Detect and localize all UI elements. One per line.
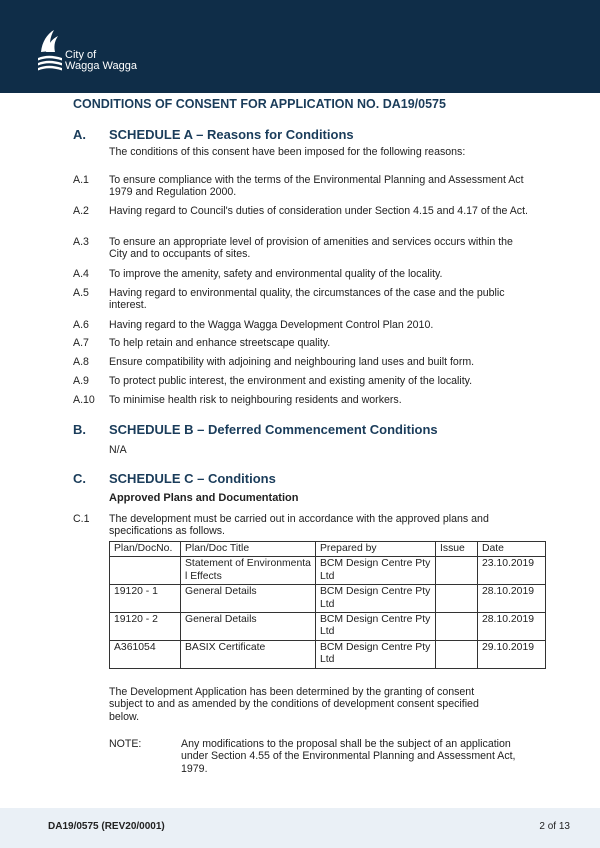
- table-cell: A361054: [110, 640, 181, 668]
- table-cell: 29.10.2019: [478, 640, 546, 668]
- reason-text: To help retain and enhance streetscape quality.: [109, 337, 331, 349]
- schedule-c-heading: [73, 471, 276, 486]
- reason-number: A.7: [73, 337, 89, 349]
- schedule-a-heading: [73, 127, 354, 142]
- schedule-b-heading: [73, 422, 438, 437]
- section-title: SCHEDULE B – Deferred Commencement Conditions: [109, 422, 438, 437]
- schedule-a-intro: The conditions of this consent have been imposed for the following reasons:: [109, 146, 466, 158]
- reason-text: Having regard to the Wagga Wagga Development Control Plan 2010.: [109, 319, 434, 331]
- table-cell: BCM Design Centre Pty Ltd: [316, 613, 436, 641]
- table-row: [110, 557, 546, 585]
- city-logo-icon: [36, 28, 64, 74]
- reason-number: A.5: [73, 287, 89, 299]
- reason-text: To minimise health risk to neighbouring residents and workers.: [109, 394, 402, 406]
- reason-number: A.8: [73, 356, 89, 368]
- reason-text: To ensure compliance with the terms of the Environmental Planning and Assessment Act 1979 and Regulation 2000.: [109, 174, 524, 199]
- table-cell: [436, 613, 478, 641]
- reason-number: A.3: [73, 236, 89, 248]
- header-plan-docno: Plan/DocNo.: [110, 542, 181, 557]
- table-cell: 19120 - 1: [110, 585, 181, 613]
- reason-number: A.2: [73, 205, 89, 217]
- table-cell: Statement of Environmental Effects: [181, 557, 316, 585]
- determination-text: The Development Application has been determined by the granting of consent subject to and as amended by the conditions of development consent specified below.: [109, 686, 479, 723]
- header-prepared-by: Prepared by: [316, 542, 436, 557]
- table-cell: 28.10.2019: [478, 613, 546, 641]
- condition-text: The development must be carried out in accordance with the approved plans and specifications as follows.: [109, 513, 489, 538]
- table-cell: BCM Design Centre Pty Ltd: [316, 640, 436, 668]
- reason-text: To ensure an appropriate level of provision of amenities and services occurs within the City and to occupants of sites.: [109, 236, 513, 261]
- document-title: CONDITIONS OF CONSENT FOR APPLICATION NO. DA19/0575: [73, 97, 446, 111]
- table-cell: BASIX Certificate: [181, 640, 316, 668]
- reason-text: Having regard to environmental quality, the circumstances of the case and the public interest.: [109, 287, 505, 312]
- section-letter: C.: [73, 471, 86, 486]
- reason-text: To protect public interest, the environment and existing amenity of the locality.: [109, 375, 473, 387]
- approved-plans-subheading: Approved Plans and Documentation: [109, 492, 299, 504]
- reason-number: A.10: [73, 394, 95, 406]
- header-plan-doc-title: Plan/Doc Title: [181, 542, 316, 557]
- condition-number: C.1: [73, 513, 90, 525]
- reason-text: Ensure compatibility with adjoining and neighbouring land uses and built form.: [109, 356, 475, 368]
- header-date: Date: [478, 542, 546, 557]
- section-letter: B.: [73, 422, 86, 437]
- page-header: [0, 0, 600, 93]
- reason-number: A.1: [73, 174, 89, 186]
- reason-text: To improve the amenity, safety and environmental quality of the locality.: [109, 268, 443, 280]
- footer-page-number: 2 of 13: [539, 821, 570, 832]
- council-logo: [36, 28, 146, 76]
- reason-number: A.4: [73, 268, 89, 280]
- footer-doc-ref: DA19/0575 (REV20/0001): [48, 821, 165, 832]
- logo-line-2: Wagga Wagga: [65, 60, 137, 72]
- note-label: NOTE:: [109, 738, 142, 750]
- section-letter: A.: [73, 127, 86, 142]
- approved-plans-table: [109, 541, 546, 669]
- table-cell: [436, 640, 478, 668]
- reason-text: Having regard to Council's duties of consideration under Section 4.15 and 4.17 of the Act.: [109, 205, 528, 217]
- section-title: SCHEDULE C – Conditions: [109, 471, 276, 486]
- header-issue: Issue: [436, 542, 478, 557]
- table-cell: BCM Design Centre Pty Ltd: [316, 585, 436, 613]
- table-cell: General Details: [181, 585, 316, 613]
- logo-wordmark: [65, 50, 137, 72]
- table-row: [110, 585, 546, 613]
- table-cell: 28.10.2019: [478, 585, 546, 613]
- table-header-row: [110, 542, 546, 557]
- section-title: SCHEDULE A – Reasons for Conditions: [109, 127, 354, 142]
- table-cell: [436, 585, 478, 613]
- schedule-b-text: N/A: [109, 444, 127, 456]
- table-cell: 23.10.2019: [478, 557, 546, 585]
- reason-number: A.6: [73, 319, 89, 331]
- table-cell: [436, 557, 478, 585]
- note-text: Any modifications to the proposal shall be the subject of an application under Section 4.55 of the Environmental Planning and Assessment Act, 1979.: [181, 738, 516, 775]
- logo-line-1: City of: [65, 49, 97, 61]
- table-cell: BCM Design Centre Pty Ltd: [316, 557, 436, 585]
- table-cell: General Details: [181, 613, 316, 641]
- table-row: [110, 640, 546, 668]
- table-cell: [110, 557, 181, 585]
- reason-number: A.9: [73, 375, 89, 387]
- table-cell: 19120 - 2: [110, 613, 181, 641]
- page-footer: [0, 808, 600, 848]
- table-row: [110, 613, 546, 641]
